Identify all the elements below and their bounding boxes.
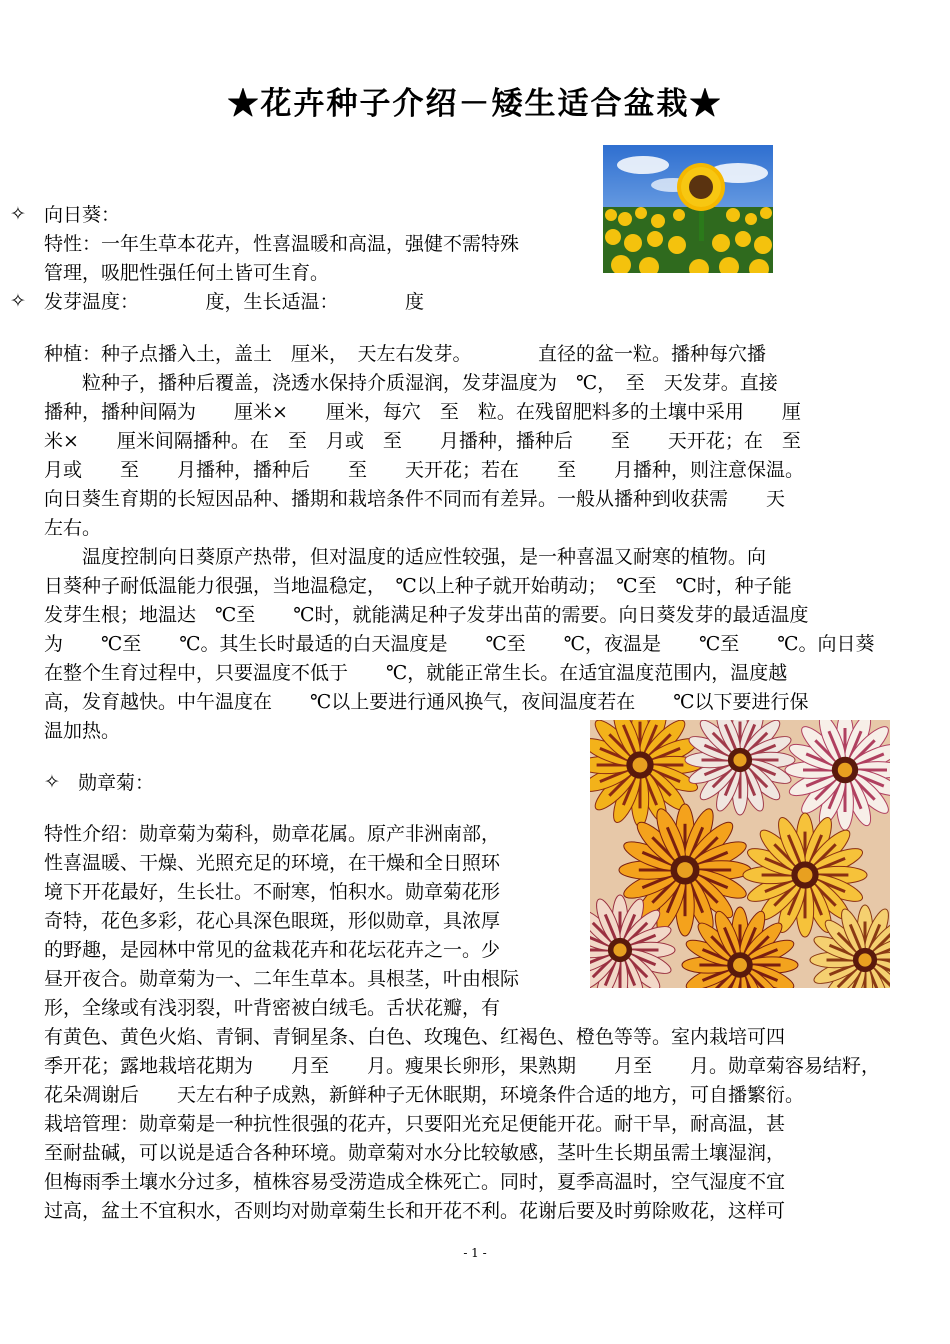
gazania-desc-line: 形，全缘或有浅羽裂，叶背密被白绒毛。舌状花瓣，有: [44, 997, 501, 1019]
gazania-desc-line: 性喜温暖、干燥、光照充足的环境，在干燥和全日照环: [44, 852, 501, 874]
gazania-desc-line: 的野趣，是园林中常见的盆栽花卉和花坛花卉之一。少: [44, 939, 501, 961]
sunflower-planting-line: 播种，播种间隔为 厘米× 厘米，每穴 至 粒。在残留肥料多的土壤中采用 厘: [44, 401, 801, 423]
sunflower-temperature-para: 温度控制向日葵原产热带，但对温度的适应性较强，是一种喜温又耐寒的植物。向: [44, 546, 767, 568]
gazania-desc-full-line: 花朵凋谢后 天左右种子成熟，新鲜种子无休眠期，环境条件合适的地方，可自播繁衍。: [44, 1084, 805, 1106]
sunflower-planting-line: 粒种子，播种后覆盖，浇透水保持介质湿润，发芽温度为 ℃， 至 天发芽。直接: [44, 372, 778, 394]
sunflower-planting-line: 种植：种子点播入土，盖土 厘米， 天左右发芽。 直径的盆一粒。播种每穴播: [44, 343, 767, 365]
page-title: ★花卉种子介绍－矮生适合盆栽★: [227, 86, 723, 122]
gazania-desc-line: 昼开夜合。勋章菊为一、二年生草本。具根茎，叶由根际: [44, 968, 520, 990]
gazania-desc-full-line: 过高，盆土不宜积水，否则均对勋章菊生长和开花不利。花谢后要及时剪除败花，这样可: [44, 1200, 786, 1222]
gazania-photo: [590, 720, 890, 988]
bullet-diamond-icon: ✧: [10, 290, 26, 312]
sunflower-traits-line2: 管理，吸肥性强任何土皆可生育。: [44, 262, 330, 284]
sunflower-temperature-para: 在整个生育过程中，只要温度不低于 ℃，就能正常生长。在适宜温度范围内，温度越: [44, 662, 788, 684]
sunflower-temperature-para: 日葵种子耐低温能力很强，当地温稳定， ℃以上种子就开始萌动； ℃至 ℃时，种子能: [44, 575, 792, 597]
section-heading-sunflower: 向日葵：: [44, 204, 121, 226]
gazania-desc-full-line: 至耐盐碱，可以说是适合各种环境。勋章菊对水分比较敏感，茎叶生长期虽需土壤湿润，: [44, 1142, 786, 1164]
sunflower-temperature-para: 高，发育越快。中午温度在 ℃以上要进行通风换气，夜间温度若在 ℃以下要进行保: [44, 691, 809, 713]
gazania-desc-full-line: 季开花；露地栽培花期为 月至 月。瘦果长卵形，果熟期 月至 月。勋章菊容易结籽，: [44, 1055, 881, 1077]
sunflower-temperature-para: 发芽生根；地温达 ℃至 ℃时，就能满足种子发芽出苗的需要。向日葵发芽的最适温度: [44, 604, 809, 626]
sunflower-planting-line: 向日葵生育期的长短因品种、播期和栽培条件不同而有差异。一般从播种到收获需 天: [44, 488, 786, 510]
sunflower-planting-line: 左右。: [44, 517, 102, 539]
sunflower-planting-line: 月或 至 月播种，播种后 至 天开花；若在 至 月播种，则注意保温。: [44, 459, 805, 481]
bullet-diamond-icon: ✧: [44, 771, 60, 793]
sunflower-traits-line1: 特性：一年生草本花卉，性喜温暖和高温，强健不需特殊: [44, 233, 520, 255]
sunflower-photo: [603, 145, 773, 273]
gazania-desc-line: 奇特，花色多彩，花心具深色眼斑，形似勋章，具浓厚: [44, 910, 501, 932]
gazania-desc-full-line: 栽培管理：勋章菊是一种抗性很强的花卉，只要阳光充足便能开花。耐干旱，耐高温，甚: [44, 1113, 786, 1135]
sunflower-temperature-para: 为 ℃至 ℃。其生长时最适的白天温度是 ℃至 ℃，夜温是 ℃至 ℃。向日葵: [44, 633, 875, 655]
bullet-diamond-icon: ✧: [10, 203, 26, 225]
gazania-desc-line: 特性介绍：勋章菊为菊科，勋章花属。原产非洲南部，: [44, 823, 501, 845]
gazania-desc-line: 境下开花最好，生长壮。不耐寒，怕积水。勋章菊花形: [44, 881, 501, 903]
gazania-desc-full-line: 但梅雨季土壤水分过多，植株容易受涝造成全株死亡。同时，夏季高温时，空气湿度不宜: [44, 1171, 786, 1193]
gazania-desc-full-line: 有黄色、黄色火焰、青铜、青铜星条、白色、玫瑰色、红褐色、橙色等等。室内栽培可四: [44, 1026, 786, 1048]
page-number: - 1 -: [463, 1246, 487, 1260]
sunflower-planting-line: 米× 厘米间隔播种。在 至 月或 至 月播种，播种后 至 天开花；在 至: [44, 430, 801, 452]
section-heading-gazania: 勋章菊：: [78, 772, 155, 794]
sunflower-temperature-line: 发芽温度： 度，生长适温： 度: [44, 291, 425, 313]
sunflower-temperature-para: 温加热。: [44, 720, 121, 742]
